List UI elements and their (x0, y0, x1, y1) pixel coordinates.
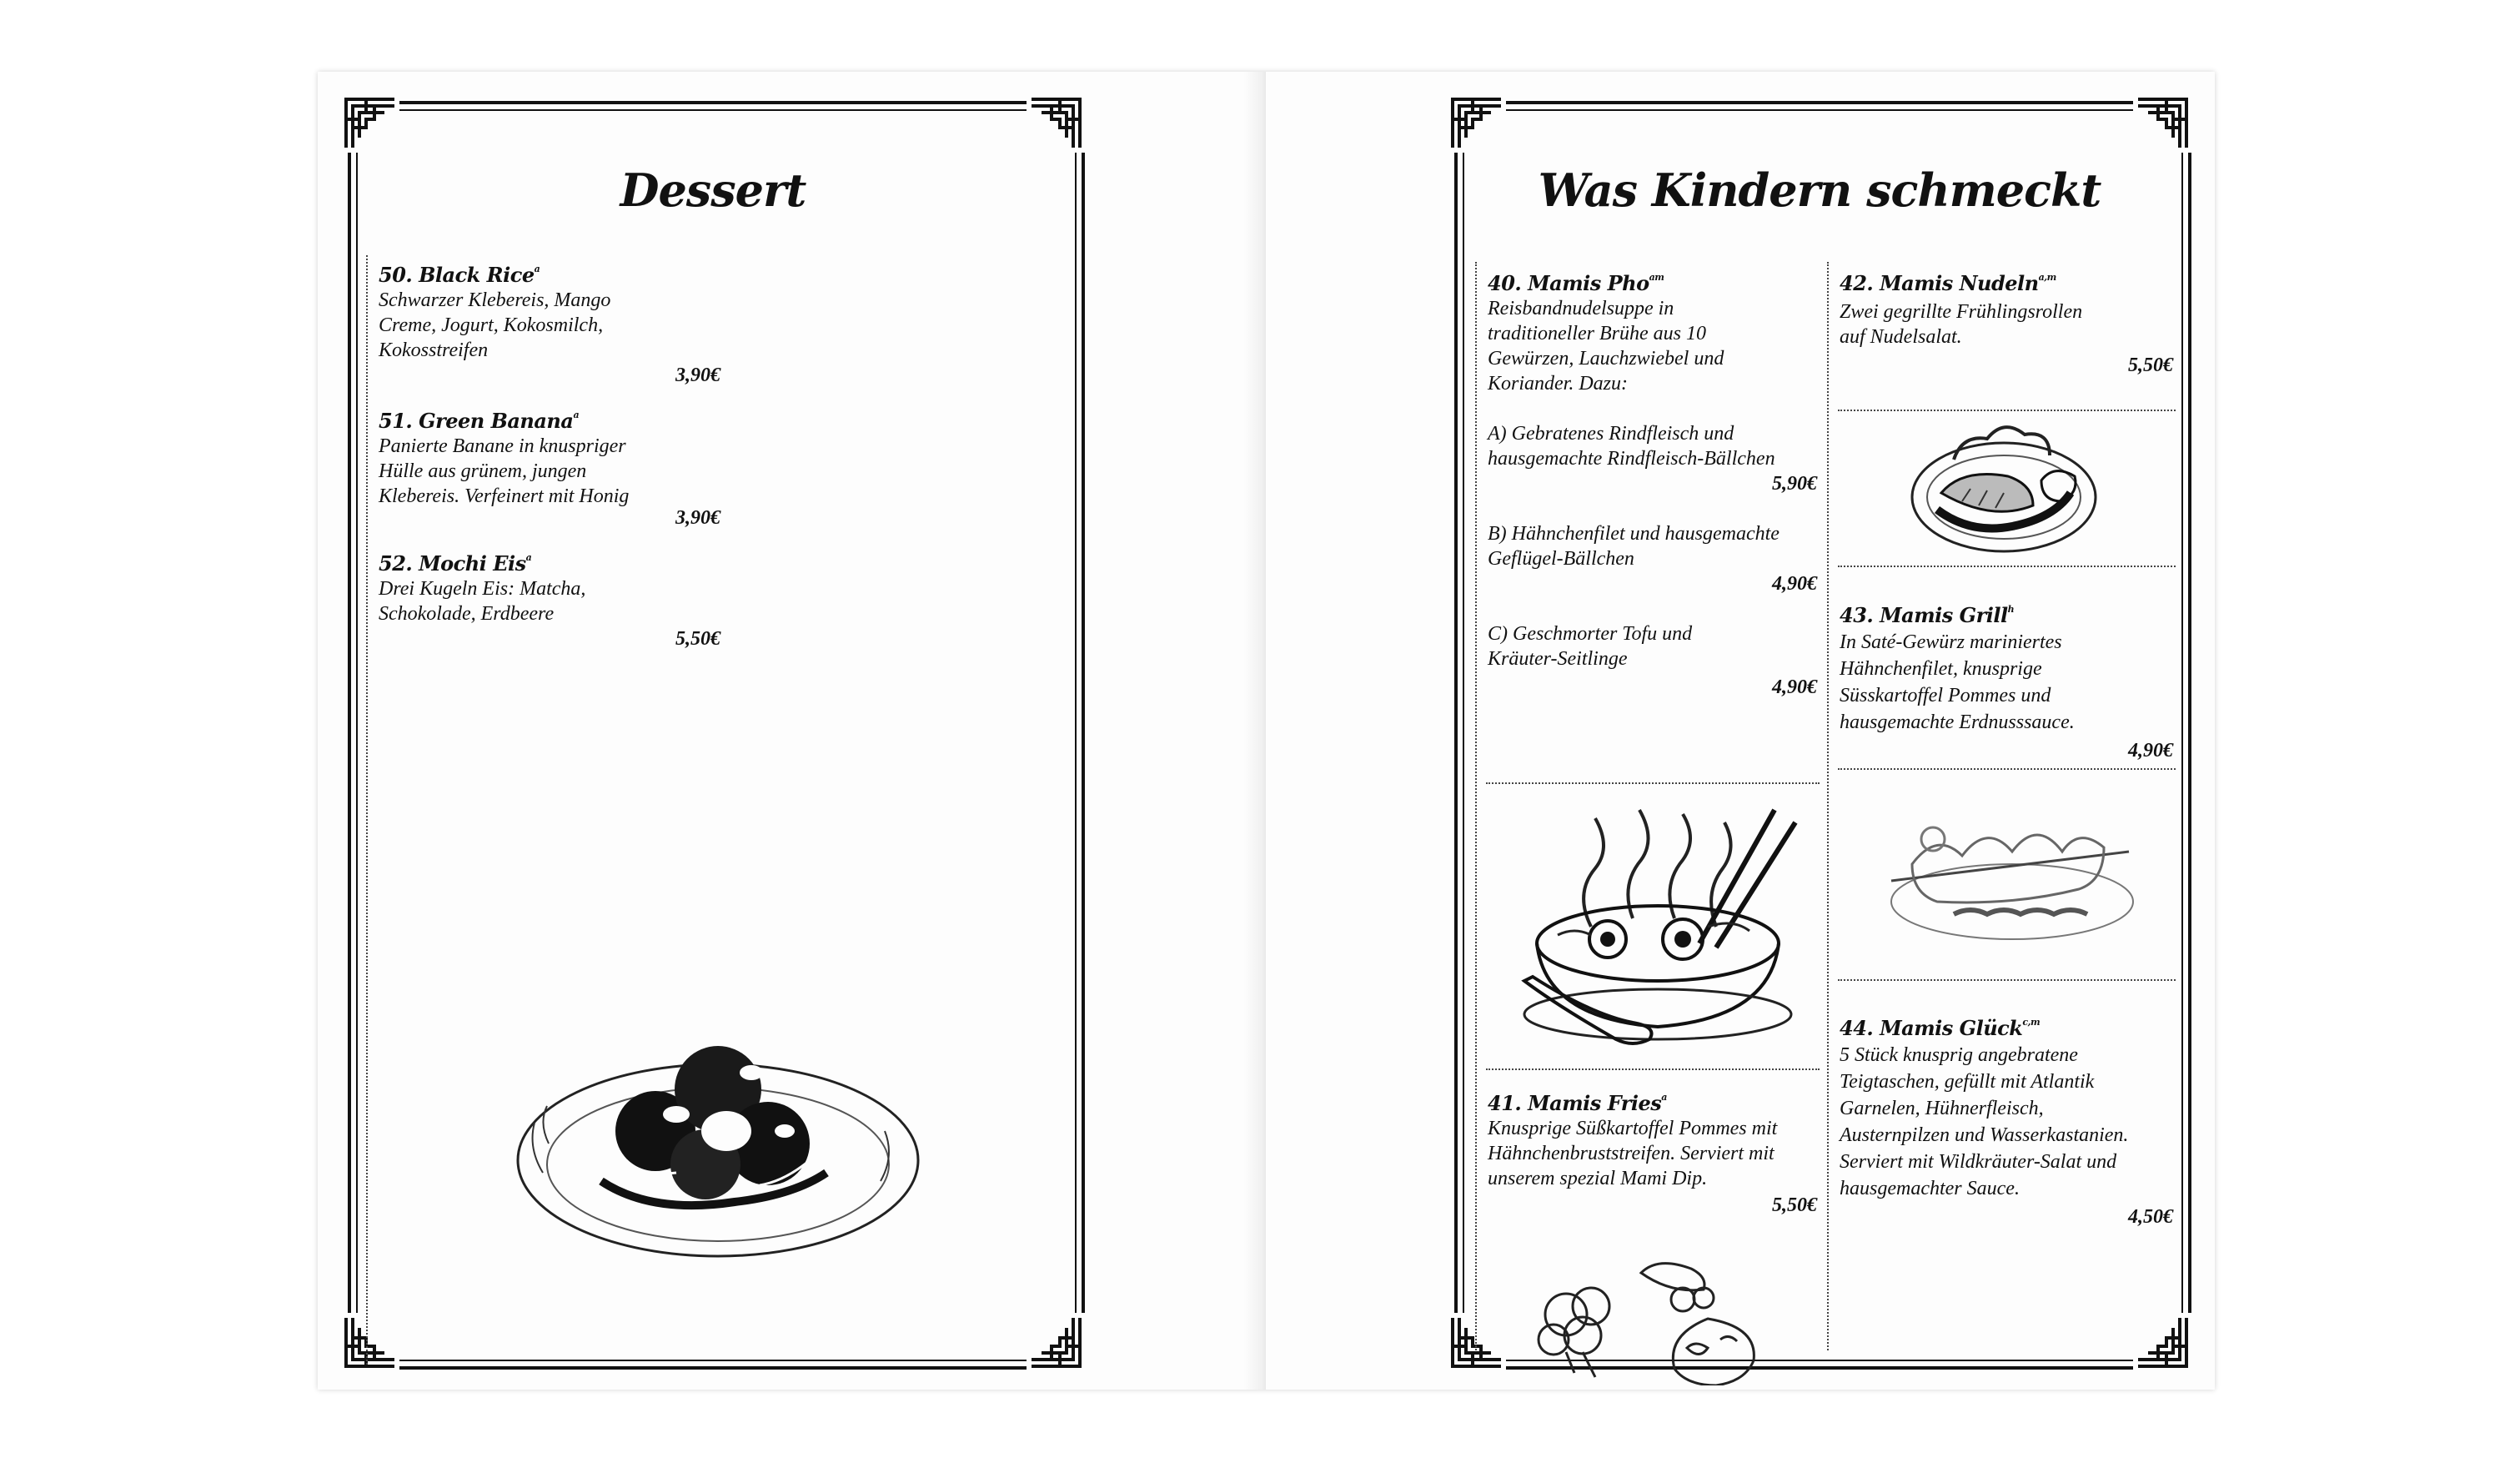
item-name: 52. Mochi Eis (379, 551, 526, 576)
left-page (318, 72, 1266, 1390)
right-page (1266, 72, 2215, 1390)
option-text: Geflügel-Bällchen (1488, 548, 1634, 570)
item-price: 4,50€ (2128, 1206, 2173, 1228)
item-description: Reisbandnudelsuppe in (1488, 298, 1674, 319)
allergen-marker: a (573, 410, 580, 420)
noodle-plate-icon (1904, 418, 2104, 560)
corner-ornament-icon (1027, 94, 1085, 153)
page-title: Was Kindern schmeckt (1538, 163, 2101, 217)
item-divider (1838, 410, 2176, 411)
allergen-marker: am (1649, 272, 1664, 283)
item-divider (1486, 782, 1820, 784)
item-price: 3,90€ (675, 364, 720, 386)
item-name: 41. Mamis Fries (1488, 1091, 1662, 1115)
item-description: unserem spezial Mami Dip. (1488, 1168, 1708, 1189)
corner-ornament-icon (341, 94, 399, 153)
dessert-plate-icon (510, 1006, 926, 1273)
allergen-marker: c,m (2022, 1017, 2041, 1028)
item-name: 42. Mamis Nudeln (1840, 271, 2039, 295)
item-divider (1838, 979, 2176, 981)
column-divider (366, 255, 368, 1365)
corner-ornament-icon (1027, 1313, 1085, 1371)
item-description: Austernpilzen und Wasserkastanien. (1840, 1124, 2129, 1146)
item-description: Drei Kugeln Eis: Matcha, (379, 578, 586, 600)
item-description: Teigtaschen, gefüllt mit Atlantik (1840, 1071, 2095, 1093)
item-description: auf Nudelsalat. (1840, 326, 1962, 348)
allergen-marker: a (1661, 1092, 1667, 1103)
kids-menu-column-1 (1488, 265, 1817, 700)
column-divider (1475, 262, 1477, 1350)
item-name: 43. Mamis Grill (1840, 603, 2008, 627)
allergen-marker: a,m (2038, 272, 2056, 283)
item-description: Creme, Jogurt, Kokosmilch, (379, 314, 604, 336)
item-description: Kokosstreifen (379, 339, 489, 361)
option-price: 5,90€ (1772, 473, 1817, 495)
dessert-list (379, 257, 720, 651)
item-description: Schwarzer Klebereis, Mango (379, 289, 611, 311)
item-description: In Saté-Gewürz mariniertes (1840, 631, 2062, 653)
item-name: 40. Mamis Pho (1488, 271, 1649, 295)
item-price: 5,50€ (675, 628, 720, 650)
option-text: C) Geschmorter Tofu und (1488, 623, 1693, 645)
option-price: 4,90€ (1772, 573, 1817, 595)
item-description: Hülle aus grünem, jungen (379, 460, 587, 482)
option-text: Kräuter-Seitlinge (1488, 648, 1628, 670)
corner-ornament-icon (2133, 1313, 2191, 1371)
grill-skewer-icon (1887, 797, 2137, 943)
soup-bowl-icon (1508, 802, 1825, 1052)
option-text: B) Hähnchenfilet und hausgemachte (1488, 523, 1780, 545)
menu-item (1840, 1010, 2181, 1229)
menu-item (1488, 1085, 1817, 1218)
allergen-marker: h (2007, 604, 2015, 615)
item-description: hausgemachte Erdnusssauce. (1840, 711, 2075, 733)
option-price: 4,90€ (1772, 676, 1817, 698)
allergen-marker: a (525, 552, 532, 563)
item-description: Panierte Banane in knuspriger (379, 435, 626, 457)
item-description: Gewürzen, Lauchzwiebel und (1488, 348, 1724, 370)
item-description: Knusprige Süßkartoffel Pommes mit (1488, 1118, 1778, 1139)
item-description: traditioneller Brühe aus 10 (1488, 323, 1706, 344)
item-description: Hähnchenfilet, knusprige (1840, 658, 2042, 680)
column-divider (1827, 262, 1829, 1350)
item-description: Schokolade, Erdbeere (379, 603, 555, 625)
menu-item (379, 403, 720, 530)
item-price: 4,90€ (2128, 740, 2173, 762)
item-description: Süsskartoffel Pommes und (1840, 685, 2051, 706)
item-name: 44. Mamis Glück (1840, 1016, 2023, 1040)
menu-item (1840, 597, 2173, 763)
vegetables-icon (1516, 1248, 1800, 1385)
corner-ornament-icon (341, 1313, 399, 1371)
item-description: Zwei gegrillte Frühlingsrollen (1840, 301, 2083, 323)
corner-ornament-icon (1448, 1313, 1506, 1371)
item-description: 5 Stück knusprig angebratene (1840, 1044, 2078, 1066)
menu-item (379, 257, 720, 388)
page-title: Dessert (620, 163, 806, 217)
allergen-marker: a (534, 264, 540, 274)
item-description: Koriander. Dazu: (1488, 373, 1629, 395)
item-description: Hähnchenbruststreifen. Serviert mit (1488, 1143, 1775, 1164)
corner-ornament-icon (2133, 94, 2191, 153)
item-description: Klebereis. Verfeinert mit Honig (379, 485, 630, 507)
item-price: 5,50€ (2128, 354, 2173, 376)
menu-item (1488, 265, 1817, 700)
item-description: Serviert mit Wildkräuter-Salat und (1840, 1151, 2117, 1173)
item-divider (1838, 768, 2176, 770)
item-divider (1838, 566, 2176, 567)
item-name: 50. Black Rice (379, 263, 535, 287)
corner-ornament-icon (1448, 94, 1506, 153)
option-text: hausgemachte Rindfleisch-Bällchen (1488, 448, 1775, 470)
item-divider (1486, 1068, 1820, 1070)
option-text: A) Gebratenes Rindfleisch und (1488, 423, 1734, 445)
item-description: hausgemachter Sauce. (1840, 1178, 2020, 1199)
menu-item (379, 545, 720, 651)
menu-item (1840, 265, 2173, 378)
item-description: Garnelen, Hühnerfleisch, (1840, 1098, 2044, 1119)
item-name: 51. Green Banana (379, 409, 574, 433)
item-price: 5,50€ (1772, 1194, 1817, 1216)
menu-spread (318, 72, 2215, 1390)
item-price: 3,90€ (675, 507, 720, 529)
